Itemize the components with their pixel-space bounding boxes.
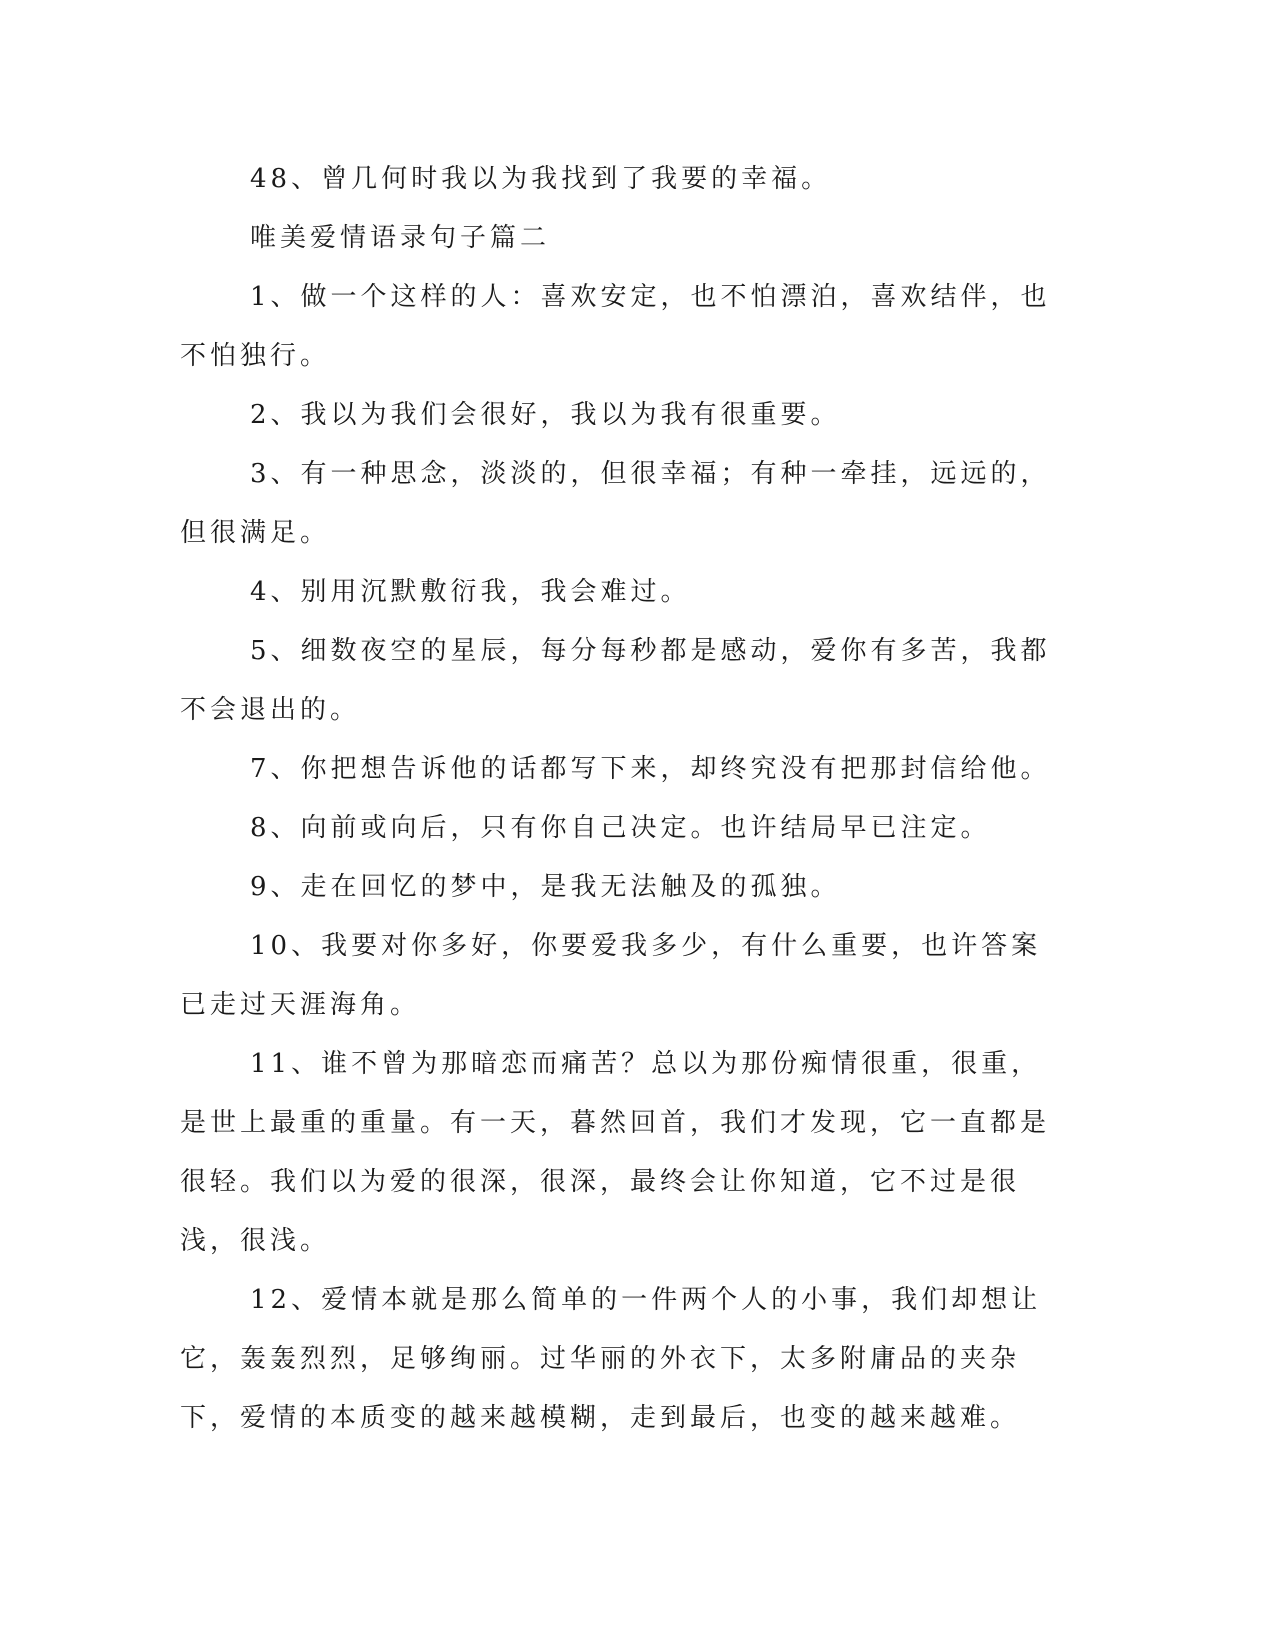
paragraph-item-12: 12、爱情本就是那么简单的一件两个人的小事，我们却想让它，轰轰烈烈，足够绚丽。过华丽的外衣下，太多附庸品的夹杂下，爱情的本质变的越来越模糊，走到最后，也变的越来越难。 — [180, 1285, 1042, 1433]
paragraph-item-2: 2、我以为我们会很好，我以为我有很重要。 — [250, 400, 841, 430]
document-body — [180, 150, 1060, 1448]
paragraph-item-11: 11、谁不曾为那暗恋而痛苦？总以为那份痴情很重，很重，是世上最重的重量。有一天，暮然回首，我们才发现，它一直都是很轻。我们以为爱的很深，很深，最终会让你知道，它不过是很浅，很浅。 — [180, 1049, 1051, 1256]
paragraph-item-7: 7、你把想告诉他的话都写下来，却终究没有把那封信给他。 — [250, 754, 1051, 784]
paragraph-item-5: 5、细数夜空的星辰，每分每秒都是感动，爱你有多苦，我都不会退出的。 — [180, 636, 1051, 725]
section-heading: 唯美爱情语录句子篇二 — [250, 223, 551, 253]
paragraph-item-48: 48、曾几何时我以为我找到了我要的幸福。 — [250, 164, 832, 194]
paragraph-item-3: 3、有一种思念，淡淡的，但很幸福；有种一牵挂，远远的，但很满足。 — [180, 459, 1051, 548]
paragraph-item-10: 10、我要对你多好，你要爱我多少，有什么重要，也许答案已走过天涯海角。 — [180, 931, 1042, 1020]
paragraph-item-8: 8、向前或向后，只有你自己决定。也许结局早已注定。 — [250, 813, 991, 843]
paragraph-item-9: 9、走在回忆的梦中，是我无法触及的孤独。 — [250, 872, 841, 902]
paragraph-item-1: 1、做一个这样的人：喜欢安定，也不怕漂泊，喜欢结伴，也不怕独行。 — [180, 282, 1051, 371]
paragraph-item-4: 4、别用沉默敷衍我，我会难过。 — [250, 577, 691, 607]
